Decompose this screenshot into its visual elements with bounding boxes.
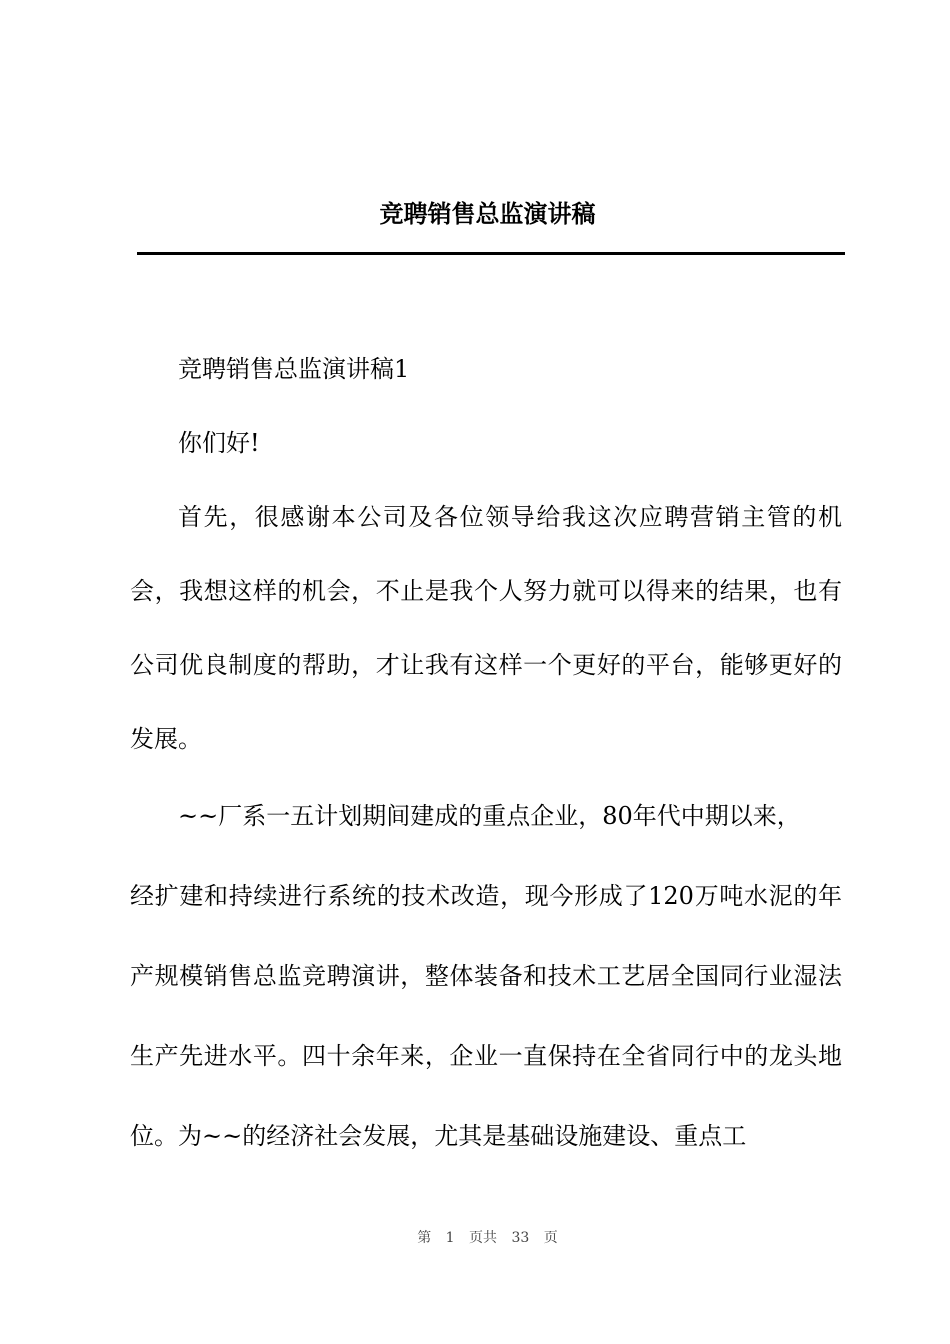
company-history-line: ~~厂系一五计划期间建成的重点企业，80年代中期以来， <box>178 802 801 830</box>
document-title: 竞聘销售总监演讲稿 <box>379 199 596 228</box>
title-underline <box>137 252 845 255</box>
intro-paragraph: 首先，很感谢本公司及各位领导给我这次应聘营销主管的机会，我想这样的机会，不止是我个人努力就可以得来的结果，也有公司优良制度的帮助，才让我有这样一个更好的平台，能够更好的发展。 <box>130 503 842 753</box>
section-heading: 竞聘销售总监演讲稿1 <box>178 355 410 383</box>
greeting-paragraph: 你们好! <box>178 429 260 457</box>
document-body <box>130 332 842 1176</box>
company-history-paragraph: 经扩建和持续进行系统的技术改造，现今形成了120万吨水泥的年产规模销售总监竞聘演讲，整体装备和技术工艺居全国同行业湿法生产先进水平。四十余年来，企业一直保持在全省同行中的龙头地位。为~~的经济社会发展，尤其是基础设施建设、重点工 <box>130 882 842 1150</box>
page-number-footer: 第 1 页共 33 页 <box>417 1230 558 1246</box>
